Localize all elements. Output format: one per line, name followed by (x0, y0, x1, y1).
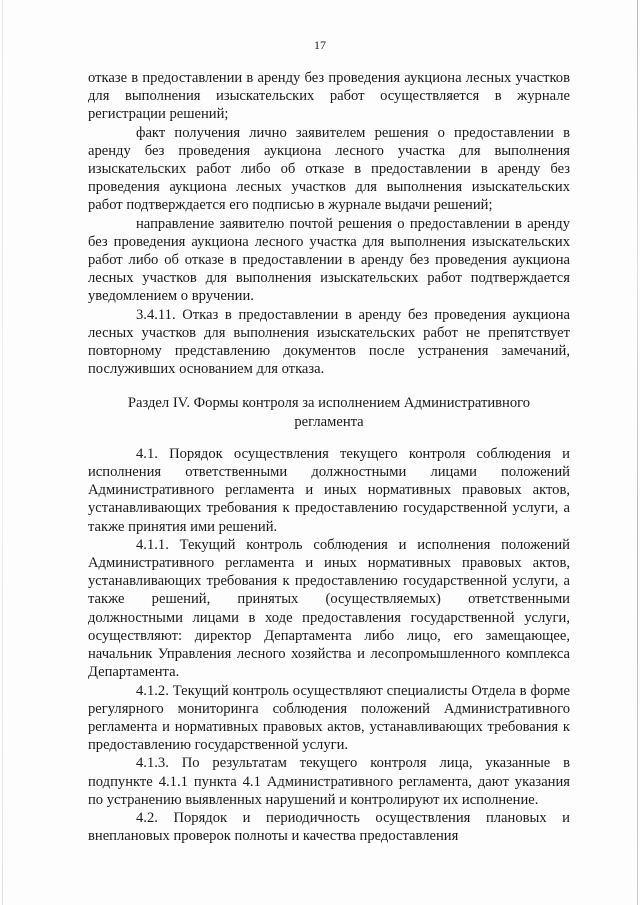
paragraph: 4.1.2. Текущий контроль осуществляют специалисты Отдела в форме регулярного мониторинга соблюдения положений Административного регламента и нормативных правовых актов, устанавливающих требования к предоставлению государственной услуги. (88, 682, 570, 754)
section-heading-line: регламента (294, 413, 364, 430)
scan-edge-left (2, 0, 3, 905)
paragraph: направление заявителю почтой решения о предоставлении в аренду без проведения аукциона лесного участка для выполнения изыскательских работ либо об отказе в предоставлении в аренду без проведения аукциона лесных участков для выполнения изыскательских работ подтверждается уведомлением о вручении. (88, 215, 570, 305)
paragraph: отказе в предоставлении в аренду без проведения аукциона лесных участков для выполнения изыскательских работ осуществляется в журнале регистрации решений; (88, 70, 570, 123)
paragraph: 4.1. Порядок осуществления текущего контроля соблюдения и исполнения ответственными должностными лицами положений Административного регламента и иных нормативных правовых актов, устанавливающих требования к предоставлению государственной услуги, а также принятия ими решений. (88, 445, 570, 535)
paragraph: 3.4.11. Отказ в предоставлении в аренду без проведения аукциона лесных участков для выполнения изыскательских работ не препятствует повторному представлению документов после устранения замечаний, послуживших основанием для отказа. (88, 306, 570, 378)
paragraph: факт получения лично заявителем решения о предоставлении в аренду без проведения аукциона лесного участка для выполнения изыскательских работ либо об отказе в предоставлении в аренду без проведения аукциона лесных участков для выполнения изыскательских работ подтверждается его подписью в журнале выдачи решений; (88, 124, 570, 214)
section-heading (88, 394, 570, 430)
page-number: 17 (314, 38, 326, 52)
paragraph: 4.1.1. Текущий контроль соблюдения и исполнения положений Административного регламента и иных нормативных правовых актов, устанавливающих требования к предоставлению государственной услуги, а также решений, принятых (осуществляемых) ответственными должностными лицами в ходе предоставления государственной услуги, осуществляют: директор Департамента либо лицо, его замещающее, начальник Управления лесного хозяйства и лесопромышленного комплекса Департамента. (88, 536, 570, 681)
body-text (88, 69, 570, 845)
scan-edge-right (637, 0, 638, 905)
section-heading-line: Раздел IV. Формы контроля за исполнением Административного (127, 395, 531, 412)
paragraph: 4.2. Порядок и периодичность осуществления плановых и внеплановых проверок полноты и качества предоставления (88, 809, 570, 845)
paragraph: 4.1.3. По результатам текущего контроля лица, указанные в подпункте 4.1.1 пункта 4.1 Административного регламента, дают указания по устранению выявленных нарушений и контролируют их исполнение. (88, 755, 570, 808)
